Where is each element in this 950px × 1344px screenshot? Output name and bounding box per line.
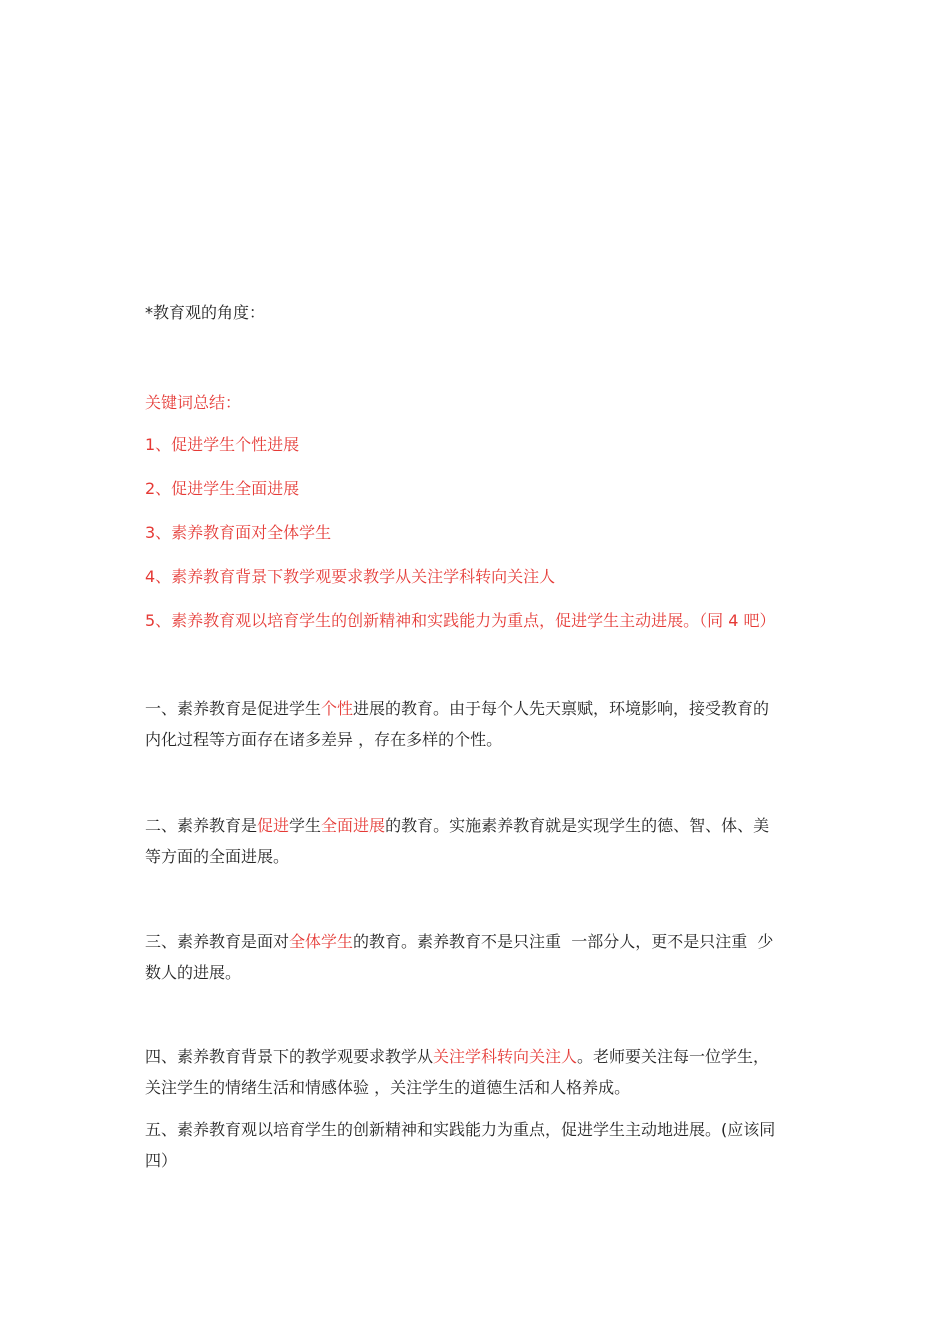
text: 四、素养教育背景下的教学观要求教学从 — [145, 1047, 434, 1066]
paragraph-line: 四） — [145, 1151, 178, 1170]
paragraph-line: 关注学生的情绪生活和情感体验 ，关注学生的道德生活和人格养成。 — [145, 1078, 631, 1097]
text: 一、素养教育是促进学生 — [145, 699, 322, 718]
paragraph-line: 五、素养教育观以培育学生的创新精神和实践能力为重点，促进学生主动地进展。(应该同 — [145, 1120, 776, 1139]
text: 三、素养教育是面对 — [145, 932, 290, 951]
paragraph-1 — [145, 693, 810, 755]
paragraph-line: 等方面的全面进展。 — [145, 847, 290, 866]
text: 二、素养教育是 — [145, 816, 258, 835]
highlight-text: 关注学科转向关注人 — [433, 1047, 578, 1066]
paragraph-4 — [145, 1041, 810, 1103]
highlight-text: 个性 — [321, 699, 354, 718]
keyword-item: 2、促进学生全面进展 — [145, 479, 300, 498]
text: 的教育。实施素养教育就是实现学生的德、智、体、美 — [385, 816, 770, 835]
paragraph-line — [145, 926, 810, 957]
paragraph-3 — [145, 926, 810, 988]
text: 的教育。素养教育不是只注重 一部分人，更不是只注重 少 — [353, 932, 774, 951]
text: 学生 — [289, 816, 322, 835]
paragraph-line — [145, 693, 810, 724]
paragraph-5 — [145, 1114, 810, 1176]
keyword-item: 5、素养教育观以培育学生的创新精神和实践能力为重点，促进学生主动进展。（同 4 吧） — [145, 611, 776, 630]
section-heading: *教育观的角度： — [145, 303, 266, 322]
keyword-item: 1、促进学生个性进展 — [145, 435, 300, 454]
paragraph-line: 内化过程等方面存在诸多差异 ，存在多样的个性。 — [145, 730, 503, 749]
paragraph-line — [145, 1041, 810, 1072]
text: 。老师要关注每一位学生， — [577, 1047, 770, 1066]
paragraph-line — [145, 810, 810, 841]
text: 进展的教育。由于每个人先天禀赋，环境影响，接受教育的 — [353, 699, 770, 718]
keyword-item: 4、素养教育背景下教学观要求教学从关注学科转向关注人 — [145, 567, 556, 586]
paragraph-2 — [145, 810, 810, 872]
keywords-title: 关键词总结： — [145, 393, 242, 412]
paragraph-line: 数人的进展。 — [145, 963, 242, 982]
highlight-text: 促进 — [257, 816, 290, 835]
highlight-text: 全面进展 — [321, 816, 386, 835]
keyword-item: 3、素养教育面对全体学生 — [145, 523, 332, 542]
highlight-text: 全体学生 — [289, 932, 354, 951]
